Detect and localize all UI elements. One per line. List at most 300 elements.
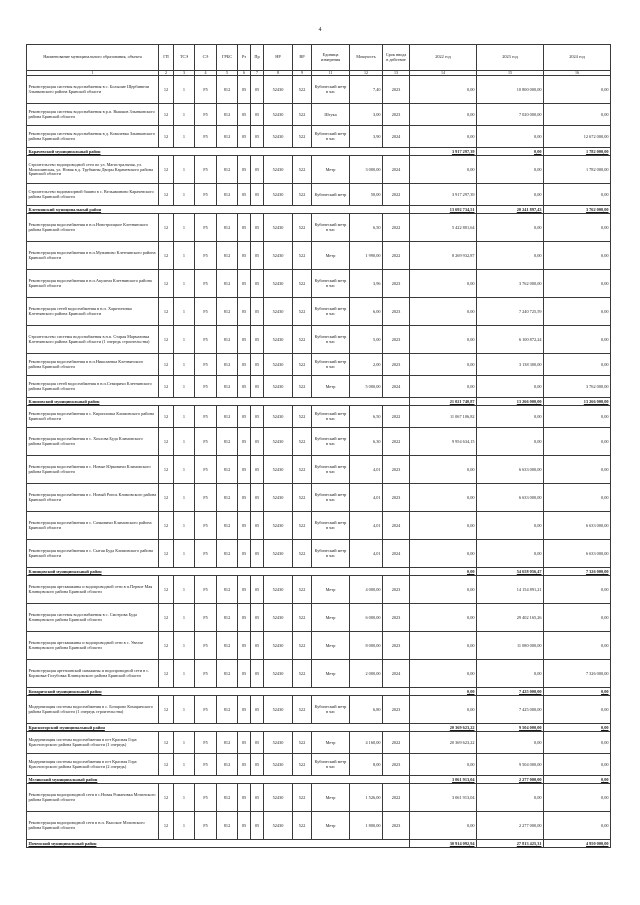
amount-2022-cell: 20 369 623,22 bbox=[410, 732, 477, 754]
amount-2024-cell: 1 782 000,00 bbox=[544, 156, 611, 184]
project-name: Реконструкция сетей водоснабжения в н.п. Харитоновка Клетнянского района Брянской области bbox=[27, 298, 159, 326]
deadline-cell: 2022 bbox=[383, 732, 410, 754]
header-rz: Рз bbox=[238, 45, 251, 71]
project-row bbox=[27, 354, 611, 376]
deadline-cell: 2023 bbox=[383, 696, 410, 724]
amount-2024-cell: 0,00 bbox=[544, 632, 611, 660]
deadline-cell: 2022 bbox=[383, 428, 410, 456]
district-name: Комаричский муниципальный район bbox=[27, 688, 410, 696]
project-name: Реконструкция водоснабжения в с. Новый Ропск Климовского района Брянской области bbox=[27, 484, 159, 512]
project-row bbox=[27, 76, 611, 104]
pr-cell: 05 bbox=[251, 298, 264, 326]
grbs-cell: 812 bbox=[217, 696, 238, 724]
se-cell: F5 bbox=[195, 104, 217, 126]
tse-cell: 1 bbox=[174, 242, 195, 270]
amount-2022-cell: 11 067 106,82 bbox=[410, 406, 477, 428]
gp-cell: 12 bbox=[159, 214, 174, 242]
project-row bbox=[27, 126, 611, 148]
vr-cell: 522 bbox=[293, 156, 312, 184]
amount-2022-cell: 0,00 bbox=[410, 696, 477, 724]
gp-cell: 12 bbox=[159, 184, 174, 206]
rz-cell: 05 bbox=[238, 242, 251, 270]
grbs-cell: 812 bbox=[217, 576, 238, 604]
amount-2023-cell: 0,00 bbox=[477, 512, 544, 540]
amount-2023-cell: 7 240 725,59 bbox=[477, 298, 544, 326]
pr-cell: 05 bbox=[251, 484, 264, 512]
amount-2022-cell: 8 269 932,87 bbox=[410, 242, 477, 270]
tse-cell: 1 bbox=[174, 376, 195, 398]
pr-cell: 05 bbox=[251, 270, 264, 298]
amount-2023-cell: 0,00 bbox=[477, 376, 544, 398]
gp-cell: 12 bbox=[159, 812, 174, 840]
unit-cell: Кубический метр в час bbox=[312, 214, 350, 242]
tse-cell: 1 bbox=[174, 76, 195, 104]
project-name: Реконструкция системы водоснабжения в с. Смотрова Буда Клинцовского района Брянской области bbox=[27, 604, 159, 632]
rz-cell: 05 bbox=[238, 270, 251, 298]
header-tse: ТСЭ bbox=[174, 45, 195, 71]
capacity-cell: 5,00 bbox=[350, 326, 383, 354]
tse-cell: 1 bbox=[174, 540, 195, 568]
rz-cell: 05 bbox=[238, 326, 251, 354]
deadline-cell: 2024 bbox=[383, 512, 410, 540]
amount-2023-cell: 0,00 bbox=[477, 732, 544, 754]
vr-cell: 522 bbox=[293, 214, 312, 242]
amount-2023-cell: 11 080 000,00 bbox=[477, 632, 544, 660]
grbs-cell: 812 bbox=[217, 632, 238, 660]
vr-cell: 522 bbox=[293, 242, 312, 270]
project-name: Модернизация системы водоснабжения в с. Бочарово Комаричского района Брянской области (1 очередь строительства) bbox=[27, 696, 159, 724]
amount-2022-cell: 0,00 bbox=[410, 76, 477, 104]
index-cell: 6 bbox=[238, 71, 251, 76]
tse-cell: 1 bbox=[174, 406, 195, 428]
amount-2022-cell: 0,00 bbox=[410, 298, 477, 326]
unit-cell: Кубический метр в час bbox=[312, 126, 350, 148]
pr-cell: 05 bbox=[251, 576, 264, 604]
nr-cell: 52430 bbox=[264, 696, 293, 724]
vr-cell: 522 bbox=[293, 184, 312, 206]
header-deadline: Срок ввода в действие bbox=[383, 45, 410, 71]
header-gp: ГП bbox=[159, 45, 174, 71]
amount-2024-cell: 0,00 bbox=[544, 754, 611, 776]
se-cell: F5 bbox=[195, 604, 217, 632]
district-subtotal-row bbox=[27, 724, 611, 732]
subtotal-2022-cell: 3 061 913,04 bbox=[410, 776, 477, 784]
capacity-cell: 6,80 bbox=[350, 696, 383, 724]
amount-2023-cell: 0,00 bbox=[477, 184, 544, 206]
grbs-cell: 812 bbox=[217, 812, 238, 840]
capacity-cell: 50,00 bbox=[350, 184, 383, 206]
project-row bbox=[27, 214, 611, 242]
amount-2024-cell: 0,00 bbox=[544, 696, 611, 724]
project-name: Реконструкция артскважины и водопроводной сети в п.Первое Мая Клинцовского района Брянской области bbox=[27, 576, 159, 604]
amount-2023-cell: 3 762 000,00 bbox=[477, 270, 544, 298]
project-name: Реконструкция водопроводной сети в н.п. Высокое Мглинского района Брянской области bbox=[27, 812, 159, 840]
index-cell: 3 bbox=[174, 71, 195, 76]
se-cell: F5 bbox=[195, 512, 217, 540]
pr-cell: 05 bbox=[251, 214, 264, 242]
grbs-cell: 812 bbox=[217, 76, 238, 104]
index-cell: 8 bbox=[264, 71, 293, 76]
nr-cell: 52430 bbox=[264, 326, 293, 354]
gp-cell: 12 bbox=[159, 326, 174, 354]
amount-2024-cell: 3 762 000,00 bbox=[544, 376, 611, 398]
project-row bbox=[27, 484, 611, 512]
pr-cell: 05 bbox=[251, 660, 264, 688]
amount-2024-cell: 6 633 000,00 bbox=[544, 512, 611, 540]
project-name: Реконструкция водоснабжения в с. Сытая Буда Климовского района Брянской области bbox=[27, 540, 159, 568]
grbs-cell: 812 bbox=[217, 298, 238, 326]
vr-cell: 522 bbox=[293, 428, 312, 456]
rz-cell: 05 bbox=[238, 512, 251, 540]
amount-2024-cell: 0,00 bbox=[544, 812, 611, 840]
grbs-cell: 812 bbox=[217, 184, 238, 206]
index-cell: 4 bbox=[195, 71, 217, 76]
amount-2023-cell: 6 100 872,24 bbox=[477, 326, 544, 354]
amount-2024-cell: 0,00 bbox=[544, 104, 611, 126]
subtotal-2022-cell: 20 369 623,22 bbox=[410, 724, 477, 732]
deadline-cell: 2023 bbox=[383, 104, 410, 126]
capacity-cell: 4,01 bbox=[350, 540, 383, 568]
index-cell: 16 bbox=[544, 71, 611, 76]
rz-cell: 05 bbox=[238, 660, 251, 688]
gp-cell: 12 bbox=[159, 784, 174, 812]
se-cell: F5 bbox=[195, 376, 217, 398]
nr-cell: 52430 bbox=[264, 406, 293, 428]
se-cell: F5 bbox=[195, 126, 217, 148]
header-capacity: Мощность bbox=[350, 45, 383, 71]
pr-cell: 05 bbox=[251, 428, 264, 456]
amount-2024-cell: 0,00 bbox=[544, 76, 611, 104]
subtotal-2024-cell: 7 326 000,00 bbox=[544, 568, 611, 576]
district-name: Почепский муниципальный район bbox=[27, 840, 410, 848]
se-cell: F5 bbox=[195, 298, 217, 326]
capacity-cell: 2 000,00 bbox=[350, 660, 383, 688]
gp-cell: 12 bbox=[159, 512, 174, 540]
vr-cell: 522 bbox=[293, 512, 312, 540]
tse-cell: 1 bbox=[174, 632, 195, 660]
pr-cell: 05 bbox=[251, 604, 264, 632]
pr-cell: 05 bbox=[251, 696, 264, 724]
deadline-cell: 2023 bbox=[383, 604, 410, 632]
unit-cell: Кубический метр в час bbox=[312, 76, 350, 104]
gp-cell: 12 bbox=[159, 354, 174, 376]
project-name: Реконструкция водоснабжения в н.п.Новотроицкое Клетнянского района Брянской области bbox=[27, 214, 159, 242]
amount-2024-cell: 0,00 bbox=[544, 732, 611, 754]
header-se: СЭ bbox=[195, 45, 217, 71]
header-vr: ВР bbox=[293, 45, 312, 71]
rz-cell: 05 bbox=[238, 456, 251, 484]
se-cell: F5 bbox=[195, 484, 217, 512]
nr-cell: 52430 bbox=[264, 812, 293, 840]
project-row bbox=[27, 406, 611, 428]
vr-cell: 522 bbox=[293, 406, 312, 428]
pr-cell: 05 bbox=[251, 126, 264, 148]
subtotal-2022-cell: 0,00 bbox=[410, 688, 477, 696]
grbs-cell: 812 bbox=[217, 214, 238, 242]
gp-cell: 12 bbox=[159, 376, 174, 398]
project-row bbox=[27, 428, 611, 456]
gp-cell: 12 bbox=[159, 696, 174, 724]
header-pr: Пр bbox=[251, 45, 264, 71]
tse-cell: 1 bbox=[174, 784, 195, 812]
tse-cell: 1 bbox=[174, 354, 195, 376]
gp-cell: 12 bbox=[159, 604, 174, 632]
project-row bbox=[27, 298, 611, 326]
header-grbs: ГРБС bbox=[217, 45, 238, 71]
tse-cell: 1 bbox=[174, 512, 195, 540]
se-cell: F5 bbox=[195, 156, 217, 184]
vr-cell: 522 bbox=[293, 696, 312, 724]
se-cell: F5 bbox=[195, 632, 217, 660]
header-nr: НР bbox=[264, 45, 293, 71]
amount-2023-cell: 3 138 300,00 bbox=[477, 354, 544, 376]
pr-cell: 05 bbox=[251, 754, 264, 776]
unit-cell: Метр bbox=[312, 784, 350, 812]
index-cell: 14 bbox=[410, 71, 477, 76]
capacity-cell: 1 800,00 bbox=[350, 812, 383, 840]
unit-cell: Метр bbox=[312, 576, 350, 604]
nr-cell: 52430 bbox=[264, 214, 293, 242]
nr-cell: 52430 bbox=[264, 184, 293, 206]
deadline-cell: 2023 bbox=[383, 270, 410, 298]
gp-cell: 12 bbox=[159, 754, 174, 776]
unit-cell: Кубический метр в час bbox=[312, 326, 350, 354]
se-cell: F5 bbox=[195, 184, 217, 206]
index-cell: 9 bbox=[293, 71, 312, 76]
district-name: Мглинский муниципальный район bbox=[27, 776, 410, 784]
gp-cell: 12 bbox=[159, 732, 174, 754]
pr-cell: 05 bbox=[251, 242, 264, 270]
district-name: Клетнянский муниципальный район bbox=[27, 206, 410, 214]
index-cell: 7 bbox=[251, 71, 264, 76]
amount-2022-cell: 9 954 634,15 bbox=[410, 428, 477, 456]
pr-cell: 05 bbox=[251, 354, 264, 376]
index-cell: 15 bbox=[477, 71, 544, 76]
gp-cell: 12 bbox=[159, 540, 174, 568]
vr-cell: 522 bbox=[293, 754, 312, 776]
project-name: Реконструкция артезианской скважины и водопроводной сети в с. Коржовка-Голубовка Клинцовского района Брянской области bbox=[27, 660, 159, 688]
unit-cell: Штука bbox=[312, 104, 350, 126]
project-name: Реконструкция водоснабжения в с. Сачковичи Климовского района Брянской области bbox=[27, 512, 159, 540]
subtotal-2024-cell: 1 782 000,00 bbox=[544, 148, 611, 156]
subtotal-2023-cell: 54 658 056,47 bbox=[477, 568, 544, 576]
unit-cell: Метр bbox=[312, 376, 350, 398]
pr-cell: 05 bbox=[251, 456, 264, 484]
se-cell: F5 bbox=[195, 270, 217, 298]
rz-cell: 05 bbox=[238, 156, 251, 184]
nr-cell: 52430 bbox=[264, 428, 293, 456]
project-row bbox=[27, 104, 611, 126]
project-name: Реконструкция системы водоснабжения в с. Большие Щербиничи Злынковского района Брянской области bbox=[27, 76, 159, 104]
rz-cell: 05 bbox=[238, 298, 251, 326]
amount-2024-cell: 0,00 bbox=[544, 270, 611, 298]
amount-2023-cell: 6 633 000,00 bbox=[477, 484, 544, 512]
index-cell: 11 bbox=[312, 71, 350, 76]
rz-cell: 05 bbox=[238, 632, 251, 660]
amount-2023-cell: 0,00 bbox=[477, 540, 544, 568]
project-name: Реконструкция системы водоснабжения в д. Ковалевка Злынковского района Брянской области bbox=[27, 126, 159, 148]
project-row bbox=[27, 242, 611, 270]
header-name: Наименование муниципального образования, объекта bbox=[27, 45, 159, 71]
deadline-cell: 2022 bbox=[383, 784, 410, 812]
rz-cell: 05 bbox=[238, 812, 251, 840]
project-name: Реконструкция водоснабжения в с. Новые Юрковичи Климовского района Брянской области bbox=[27, 456, 159, 484]
deadline-cell: 2023 bbox=[383, 484, 410, 512]
project-name: Реконструкция сетей водоснабжения в н.п.Семиричи Клетнянского района Брянской области bbox=[27, 376, 159, 398]
amount-2023-cell: 7 425 000,00 bbox=[477, 696, 544, 724]
se-cell: F5 bbox=[195, 696, 217, 724]
project-row bbox=[27, 156, 611, 184]
amount-2024-cell: 12 672 000,00 bbox=[544, 126, 611, 148]
tse-cell: 1 bbox=[174, 270, 195, 298]
capacity-cell: 7,40 bbox=[350, 76, 383, 104]
grbs-cell: 812 bbox=[217, 104, 238, 126]
tse-cell: 1 bbox=[174, 184, 195, 206]
project-row bbox=[27, 270, 611, 298]
district-subtotal-row bbox=[27, 688, 611, 696]
rz-cell: 05 bbox=[238, 428, 251, 456]
grbs-cell: 812 bbox=[217, 754, 238, 776]
deadline-cell: 2024 bbox=[383, 660, 410, 688]
nr-cell: 52430 bbox=[264, 104, 293, 126]
project-name: Модернизация системы водоснабжения в пгт Красная Гора Красногорского района Брянской области (1 очередь) bbox=[27, 732, 159, 754]
amount-2023-cell: 14 154 891,21 bbox=[477, 576, 544, 604]
deadline-cell: 2023 bbox=[383, 354, 410, 376]
amount-2022-cell: 0,00 bbox=[410, 576, 477, 604]
amount-2024-cell: 0,00 bbox=[544, 214, 611, 242]
project-row bbox=[27, 784, 611, 812]
grbs-cell: 812 bbox=[217, 428, 238, 456]
grbs-cell: 812 bbox=[217, 270, 238, 298]
pr-cell: 05 bbox=[251, 376, 264, 398]
index-cell: 12 bbox=[350, 71, 383, 76]
grbs-cell: 812 bbox=[217, 126, 238, 148]
unit-cell: Кубический метр в час bbox=[312, 754, 350, 776]
project-name: Реконструкция водопроводной сети в с.Новая Романовка Мглинского района Брянской области bbox=[27, 784, 159, 812]
subtotal-2024-cell: 13 266 000,00 bbox=[544, 398, 611, 406]
deadline-cell: 2023 bbox=[383, 812, 410, 840]
vr-cell: 522 bbox=[293, 270, 312, 298]
deadline-cell: 2023 bbox=[383, 456, 410, 484]
capacity-cell: 5 000,00 bbox=[350, 376, 383, 398]
deadline-cell: 2023 bbox=[383, 76, 410, 104]
pr-cell: 05 bbox=[251, 812, 264, 840]
project-row bbox=[27, 456, 611, 484]
grbs-cell: 812 bbox=[217, 326, 238, 354]
subtotal-2023-cell: 27 813 425,31 bbox=[477, 840, 544, 848]
project-name: Строительство водонапорной башни в с. Вельяминово Карачевского района Брянской области bbox=[27, 184, 159, 206]
grbs-cell: 812 bbox=[217, 456, 238, 484]
pr-cell: 05 bbox=[251, 76, 264, 104]
unit-cell: Метр bbox=[312, 812, 350, 840]
gp-cell: 12 bbox=[159, 270, 174, 298]
deadline-cell: 2023 bbox=[383, 326, 410, 354]
project-row bbox=[27, 576, 611, 604]
rz-cell: 05 bbox=[238, 214, 251, 242]
gp-cell: 12 bbox=[159, 126, 174, 148]
rz-cell: 05 bbox=[238, 484, 251, 512]
amount-2022-cell: 0,00 bbox=[410, 126, 477, 148]
gp-cell: 12 bbox=[159, 660, 174, 688]
tse-cell: 1 bbox=[174, 484, 195, 512]
gp-cell: 12 bbox=[159, 242, 174, 270]
amount-2022-cell: 0,00 bbox=[410, 632, 477, 660]
project-name: Реконструкция водоснабжения в с. Кирилловка Климовского района Брянской области bbox=[27, 406, 159, 428]
amount-2023-cell: 7 020 000,00 bbox=[477, 104, 544, 126]
rz-cell: 05 bbox=[238, 696, 251, 724]
vr-cell: 522 bbox=[293, 784, 312, 812]
capacity-cell: 4 160,00 bbox=[350, 732, 383, 754]
tse-cell: 1 bbox=[174, 428, 195, 456]
tse-cell: 1 bbox=[174, 754, 195, 776]
district-name: Красногорский муниципальный район bbox=[27, 724, 410, 732]
grbs-cell: 812 bbox=[217, 660, 238, 688]
se-cell: F5 bbox=[195, 214, 217, 242]
nr-cell: 52430 bbox=[264, 156, 293, 184]
rz-cell: 05 bbox=[238, 354, 251, 376]
capacity-cell: 2,00 bbox=[350, 354, 383, 376]
deadline-cell: 2022 bbox=[383, 406, 410, 428]
subtotal-2023-cell: 7 425 000,00 bbox=[477, 688, 544, 696]
project-name: Реконструкция водоснабжения в н.п.Николаевка Клетнянского района Брянской области bbox=[27, 354, 159, 376]
nr-cell: 52430 bbox=[264, 270, 293, 298]
project-row bbox=[27, 184, 611, 206]
subtotal-2023-cell: 0,00 bbox=[477, 148, 544, 156]
amount-2022-cell: 0,00 bbox=[410, 376, 477, 398]
nr-cell: 52430 bbox=[264, 754, 293, 776]
project-row bbox=[27, 660, 611, 688]
amount-2023-cell: 0,00 bbox=[477, 660, 544, 688]
vr-cell: 522 bbox=[293, 354, 312, 376]
tse-cell: 1 bbox=[174, 126, 195, 148]
nr-cell: 52430 bbox=[264, 660, 293, 688]
capacity-cell: 6 000,00 bbox=[350, 604, 383, 632]
subtotal-2022-cell: 3 917 297,39 bbox=[410, 148, 477, 156]
capacity-cell: 4 000,00 bbox=[350, 576, 383, 604]
vr-cell: 522 bbox=[293, 484, 312, 512]
amount-2024-cell: 6 633 000,00 bbox=[544, 540, 611, 568]
project-row bbox=[27, 512, 611, 540]
district-subtotal-row bbox=[27, 840, 611, 848]
project-name: Реконструкция водоснабжения в н.п.Акуличи Клетнянского района Брянской области bbox=[27, 270, 159, 298]
district-subtotal-row bbox=[27, 776, 611, 784]
unit-cell: Кубический метр в час bbox=[312, 406, 350, 428]
amount-2022-cell: 0,00 bbox=[410, 754, 477, 776]
project-row bbox=[27, 754, 611, 776]
index-cell: 5 bbox=[217, 71, 238, 76]
index-cell: 1 bbox=[27, 71, 159, 76]
unit-cell: Метр bbox=[312, 604, 350, 632]
subtotal-2022-cell: 13 692 734,51 bbox=[410, 206, 477, 214]
unit-cell: Кубический метр bbox=[312, 184, 350, 206]
se-cell: F5 bbox=[195, 76, 217, 104]
project-name: Строительство системы водоснабжения в н.п. Старая Мармазовка Клетнянского района Брянской области (1 очередь строительства) bbox=[27, 326, 159, 354]
subtotal-2024-cell: 0,00 bbox=[544, 776, 611, 784]
unit-cell: Кубический метр в час bbox=[312, 540, 350, 568]
capacity-cell: 4,01 bbox=[350, 512, 383, 540]
tse-cell: 1 bbox=[174, 326, 195, 354]
vr-cell: 522 bbox=[293, 732, 312, 754]
deadline-cell: 2023 bbox=[383, 754, 410, 776]
project-name: Реконструкция артскважины и водопроводной сети в с. Увелье Клинцовского района Брянской области bbox=[27, 632, 159, 660]
header-unit: Единица измерения bbox=[312, 45, 350, 71]
grbs-cell: 812 bbox=[217, 540, 238, 568]
pr-cell: 05 bbox=[251, 104, 264, 126]
amount-2024-cell: 0,00 bbox=[544, 184, 611, 206]
amount-2023-cell: 9 504 000,00 bbox=[477, 754, 544, 776]
tse-cell: 1 bbox=[174, 696, 195, 724]
gp-cell: 12 bbox=[159, 406, 174, 428]
